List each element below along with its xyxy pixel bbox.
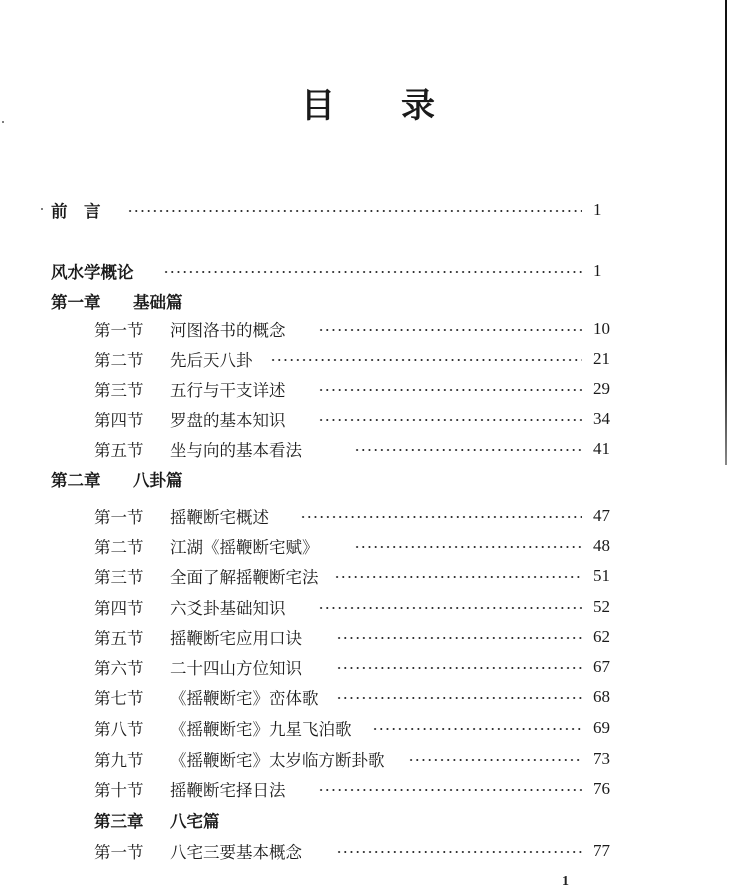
toc-section[interactable] xyxy=(0,406,736,432)
section-title: 先后天八卦 xyxy=(170,351,253,370)
toc-section[interactable] xyxy=(0,684,736,710)
section-title: 《摇鞭断宅》峦体歌 xyxy=(170,689,319,708)
toc-entry-intro[interactable] xyxy=(0,258,736,284)
dot-leader xyxy=(354,449,582,451)
chapter-number: 第一章 xyxy=(51,293,101,312)
dot-leader xyxy=(336,851,582,853)
chapter-title: 基础篇 xyxy=(133,293,183,312)
section-number: 第九节 xyxy=(94,751,144,770)
dot-leader xyxy=(318,607,582,609)
dot-leader xyxy=(372,728,582,730)
section-title: 江湖《摇鞭断宅赋》 xyxy=(170,538,319,557)
dot-leader xyxy=(408,759,582,761)
section-title: 二十四山方位知识 xyxy=(170,659,302,678)
section-title: 罗盘的基本知识 xyxy=(170,411,286,430)
section-title: 五行与干支详述 xyxy=(170,381,286,400)
dot-leader xyxy=(300,516,582,518)
dot-leader xyxy=(270,359,582,361)
section-title: 摇鞭断宅应用口诀 xyxy=(170,629,302,648)
dot-leader xyxy=(163,271,582,273)
toc-section[interactable] xyxy=(0,715,736,741)
toc-page-number: 1 xyxy=(593,200,602,219)
toc-section[interactable] xyxy=(0,594,736,620)
section-number: 第三节 xyxy=(94,381,144,400)
section-title: 六爻卦基础知识 xyxy=(170,599,286,618)
dot-leader xyxy=(336,667,582,669)
section-number: 第一节 xyxy=(94,321,144,340)
dot-leader xyxy=(318,329,582,331)
section-title: 《摇鞭断宅》九星飞泊歌 xyxy=(170,720,352,739)
section-number: 第十节 xyxy=(94,781,144,800)
toc-section[interactable] xyxy=(0,776,736,802)
section-title: 《摇鞭断宅》太岁临方断卦歌 xyxy=(170,751,385,770)
toc-section[interactable] xyxy=(0,654,736,680)
toc-entry-label: 前 言 xyxy=(51,202,101,221)
section-number: 第三节 xyxy=(94,568,144,587)
toc-page-number: 77 xyxy=(593,841,610,860)
section-title: 摇鞭断宅概述 xyxy=(170,508,269,527)
toc-page-number: 67 xyxy=(593,657,610,676)
toc-page-number: 34 xyxy=(593,409,610,428)
toc-entry-label: 风水学概论 xyxy=(51,263,134,282)
toc-page-number: 69 xyxy=(593,718,610,737)
toc-page-number: 52 xyxy=(593,597,610,616)
toc-page-number: 10 xyxy=(593,319,610,338)
toc-page-number: 47 xyxy=(593,506,610,525)
toc-section[interactable] xyxy=(0,533,736,559)
section-number: 第六节 xyxy=(94,659,144,678)
toc-section[interactable] xyxy=(0,563,736,589)
chapter-title: 八宅篇 xyxy=(170,812,220,831)
toc-page-number: 48 xyxy=(593,536,610,555)
section-title: 全面了解摇鞭断宅法 xyxy=(170,568,319,587)
toc-entry-preface[interactable] xyxy=(0,197,736,223)
toc-section[interactable] xyxy=(0,346,736,372)
dot-leader xyxy=(354,546,582,548)
title-char-2: 录 xyxy=(401,86,435,126)
section-number: 第一节 xyxy=(94,843,144,862)
section-number: 第四节 xyxy=(94,411,144,430)
toc-section[interactable] xyxy=(0,624,736,650)
dot-leader xyxy=(318,789,582,791)
chapter-number: 第二章 xyxy=(51,471,101,490)
toc-section[interactable] xyxy=(0,436,736,462)
dot-leader xyxy=(318,389,582,391)
section-number: 第四节 xyxy=(94,599,144,618)
toc-page-number: 1 xyxy=(593,261,602,280)
toc-section[interactable] xyxy=(0,503,736,529)
section-number: 第五节 xyxy=(94,629,144,648)
section-number: 第五节 xyxy=(94,441,144,460)
section-title: 河图洛书的概念 xyxy=(170,321,286,340)
toc-page-number: 29 xyxy=(593,379,610,398)
toc-section[interactable] xyxy=(0,316,736,342)
toc-page-number: 68 xyxy=(593,687,610,706)
section-number: 第二节 xyxy=(94,351,144,370)
section-title: 摇鞭断宅择日法 xyxy=(170,781,286,800)
toc-page-number: 76 xyxy=(593,779,610,798)
toc-chapter-2[interactable] xyxy=(0,466,736,492)
toc-page-number: 51 xyxy=(593,566,610,585)
section-title: 坐与向的基本看法 xyxy=(170,441,302,460)
toc-chapter-3[interactable] xyxy=(0,807,736,833)
toc-page-number: 73 xyxy=(593,749,610,768)
title-char-1: 目 xyxy=(301,86,335,126)
dot-leader xyxy=(334,576,582,578)
toc-page-number: 41 xyxy=(593,439,610,458)
dot-leader xyxy=(127,210,582,212)
chapter-title: 八卦篇 xyxy=(133,471,183,490)
section-title: 八宅三要基本概念 xyxy=(170,843,302,862)
dot-leader xyxy=(336,697,582,699)
section-number: 第八节 xyxy=(94,720,144,739)
toc-page-number: 21 xyxy=(593,349,610,368)
toc-section[interactable] xyxy=(0,746,736,772)
toc-page-number: 62 xyxy=(593,627,610,646)
footer-page-number: 1 xyxy=(562,874,569,889)
chapter-number: 第三章 xyxy=(94,812,144,831)
toc-section[interactable] xyxy=(0,376,736,402)
section-number: 第一节 xyxy=(94,508,144,527)
section-number: 第二节 xyxy=(94,538,144,557)
toc-chapter-1[interactable] xyxy=(0,288,736,314)
section-number: 第七节 xyxy=(94,689,144,708)
page-title xyxy=(0,78,736,127)
dot-leader xyxy=(336,637,582,639)
dot-leader xyxy=(318,419,582,421)
toc-section[interactable] xyxy=(0,838,736,864)
